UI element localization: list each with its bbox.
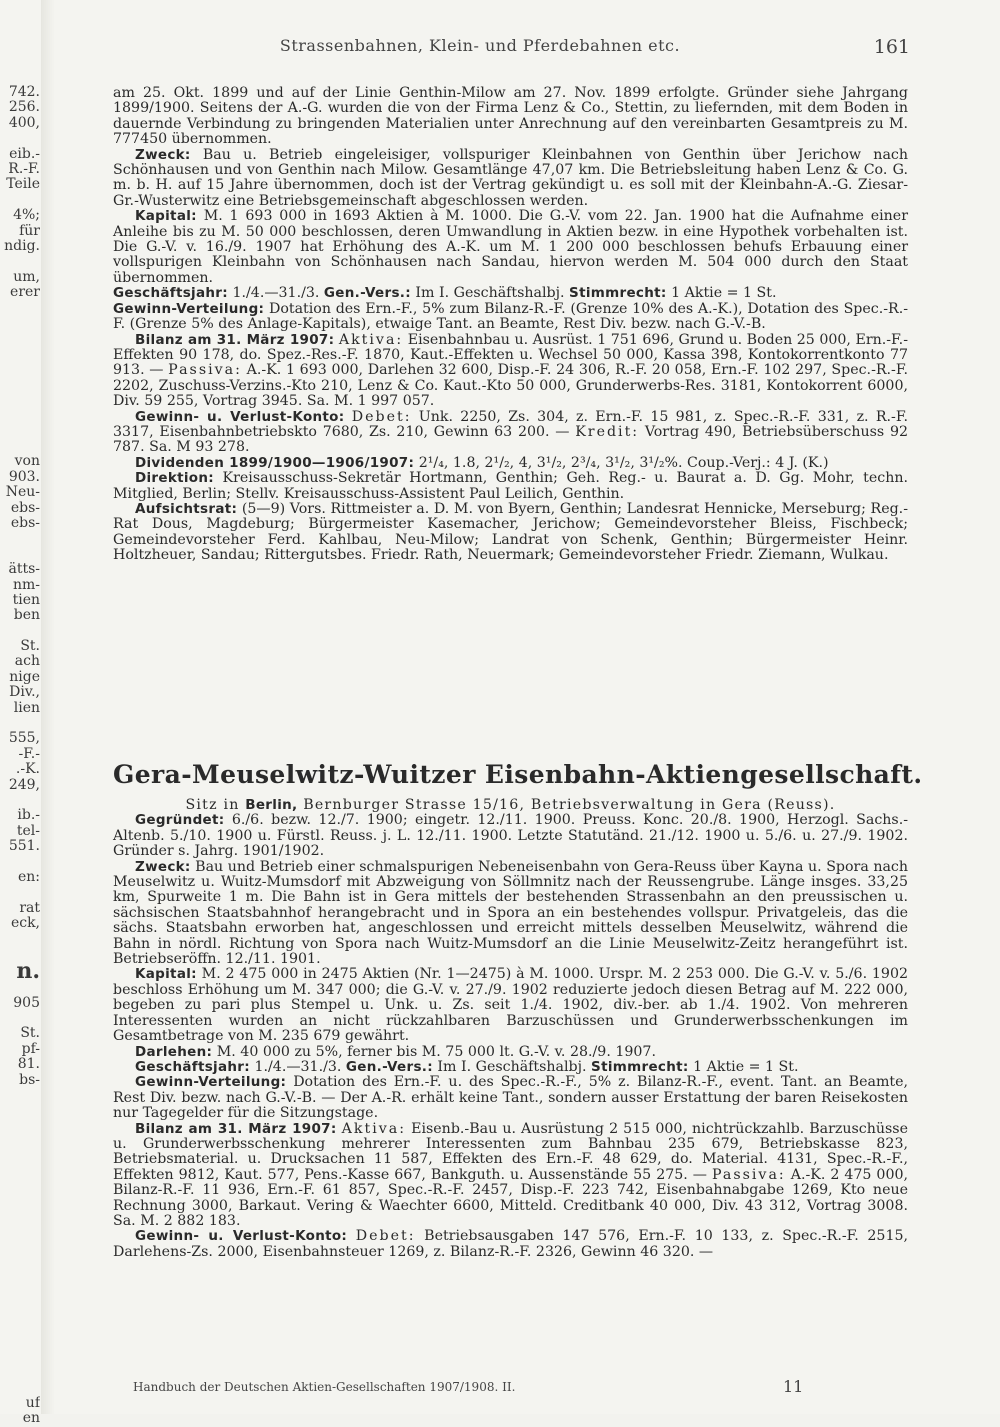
- gewinnverteilung-label: Gewinn-Verteilung:: [113, 300, 265, 317]
- aktiva-word-2: Aktiva:: [341, 1120, 407, 1137]
- dividenden-text: 2¹/₄, 1.8, 2¹/₂, 4, 3¹/₂, 2³/₄, 3¹/₂, 3¹/₂%. Coup.-Verj.: 4 J. (K.): [418, 454, 829, 471]
- geschaeftsjahr-text-2: 1./4.—31./3.: [254, 1058, 342, 1075]
- gutter-line: [0, 624, 40, 639]
- binding-shadow: [41, 0, 55, 1414]
- geschaeftsjahr-paragraph: [113, 286, 908, 301]
- sitz-rest: Bernburger Strasse 15/16, Betriebsverwaltung in Gera (Reuss).: [303, 797, 836, 813]
- gutter-line: um,: [13, 269, 40, 285]
- gutter-line: [0, 1350, 40, 1365]
- gewinnverteilung-paragraph: [113, 302, 908, 333]
- gutter-line: [0, 793, 40, 808]
- gegruendet-label: Gegründet:: [135, 812, 225, 829]
- geschaeftsjahr-text: 1./4.—31./3.: [232, 285, 320, 302]
- gutter-line: ib.-: [17, 808, 40, 824]
- gutter-line: 903.: [8, 469, 40, 485]
- gutter-line: [0, 1303, 40, 1318]
- stimmrecht-text-2: 1 Aktie = 1 St.: [693, 1058, 799, 1075]
- gutter-line: St.: [20, 1026, 40, 1042]
- gutter-line: [0, 1227, 40, 1242]
- gutter-line: en: [22, 1411, 40, 1427]
- gutter-line: [0, 316, 40, 331]
- sitz-word: Sitz in: [185, 797, 240, 813]
- direktion-text: Kreisausschuss-Sekretär Hortmann, Genthin; Geh. Reg.- u. Baurat a. D. Gg. Mohr, techn. Mitglied, Berlin; Stellv. Kreisausschuss-Assistent Paul Leilich, Genthin.: [113, 470, 908, 502]
- gutter-line: [0, 254, 40, 269]
- gutter-line: ebs-: [10, 515, 40, 531]
- kapital-text: M. 1 693 000 in 1693 Aktien à M. 1000. Die G.-V. vom 22. Jan. 1900 hat die Aufnahme einer Anleihe bis zu M. 50 000 beschlossen, deren Umwandlung in Aktien bezw. in eine Hypothek vorbehalten ist. Die G.-V. v. 16./9. 1907 hat Erhöhung des A.-K. um M. 1 200 000 beschlossen behufs Erbauung einer vollspurigen Kleinbahn von Schönhausen nach Sandau, hiervon werden M. 504 000 durch den Staat übernommen.: [113, 208, 908, 286]
- gutter-line: [0, 1134, 40, 1149]
- darlehen-text: M. 40 000 zu 5%, ferner bis M. 75 000 lt. G.-V. v. 28./9. 1907.: [216, 1043, 656, 1060]
- gewinnverteilung-text-2: Dotation des Ern.-F. u. des Spec.-R.-F., 5% z. Bilanz-R.-F., event. Tant. an Beamte, Rest Div. bezw. nach G.-V.-B. — Der A.-R. erhält keine Tant., sondern ausser Erstattung der baren Reisekosten nur Tagegelder für die Sitzungstage.: [113, 1074, 909, 1122]
- running-title: Strassenbahnen, Klein- und Pferdebahnen etc.: [279, 36, 681, 55]
- kapital-paragraph: [113, 209, 908, 286]
- gutter-line: [0, 1288, 40, 1303]
- kredit-word: Kredit:: [575, 423, 640, 440]
- geschaeftsjahr-paragraph-2: [113, 1060, 908, 1075]
- gutter-line: [0, 1119, 40, 1134]
- gutter-line: ben: [13, 608, 40, 624]
- gutter-line: pf-: [21, 1041, 40, 1057]
- sitz-city: Berlin,: [245, 797, 298, 813]
- gutter-line: [0, 1273, 40, 1288]
- gutter-line: 905: [13, 995, 40, 1011]
- gutter-line: erer: [10, 285, 40, 301]
- gutter-line: [0, 377, 40, 392]
- stimmrecht-label-2: Stimmrecht:: [591, 1058, 689, 1075]
- footer-text: Handbuch der Deutschen Aktien-Gesellschaften 1907/1908. II.: [133, 1380, 516, 1394]
- sitz-line: [113, 798, 908, 813]
- gutter-line: [0, 947, 40, 962]
- bilanz-label-2: Bilanz am 31. März 1907:: [135, 1120, 337, 1137]
- gutter-line: für: [19, 223, 40, 239]
- gutter-line: [0, 1319, 40, 1334]
- gutter-line: ebs-: [10, 500, 40, 516]
- zweck-label-2: Zweck:: [135, 858, 191, 875]
- darlehen-paragraph: [113, 1045, 908, 1060]
- zweck-paragraph-2: [113, 860, 908, 968]
- dividenden-paragraph: [113, 456, 908, 471]
- gutter-line: [0, 439, 40, 454]
- debet-word: Debet:: [351, 408, 412, 425]
- gutter-line: [0, 855, 40, 870]
- gutter-line: ach: [14, 654, 40, 670]
- gutter-line: 400,: [8, 115, 40, 131]
- gutter-line: [0, 531, 40, 546]
- gutter-line: bs-: [19, 1072, 40, 1088]
- gutter-line: Teile: [6, 177, 40, 193]
- gutter-line: .-K.: [15, 762, 40, 778]
- section-gera-meuselwitz: [113, 798, 908, 1260]
- gutter-line: [0, 1088, 40, 1103]
- gewinnverteilung-text: Dotation des Ern.-F., 5% zum Bilanz-R.-F. (Grenze 10% des A.-K.), Dotation des Spec.-R.-F. (Grenze 5% des Anlage-Kapitals), etwaige Tant. an Beamte, Rest Div. bezw. nach G.-V.-B.: [113, 300, 908, 333]
- bilanz-passiva-2: A.-K. 2 475 000, Bilanz-R.-F. 11 936, Ern.-F. 61 857, Spec.-R.-F. 2457, Disp.-F. 223 742, Eisenbahnabgabe 1269, Kto neue Rechnung 3000, Barkaut. Vering & Waechter 6600, Mitteld. Creditbank 40 000, Div. 43 312, Vortrag 3008. Sa. M. 2 882 183.: [113, 1166, 909, 1229]
- gutter-line: [0, 1150, 40, 1165]
- company-title: Gera-Meuselwitz-Wuitzer Eisenbahn-Aktiengesellschaft.: [113, 760, 923, 789]
- gutter-line: nm-: [12, 577, 40, 593]
- genvers-text: Im I. Geschäftshalbj.: [415, 285, 565, 302]
- guv-debet-2: Betriebsausgaben 147 576, Ern.-F. 10 133, z. Spec.-R.-F. 2515, Darlehens-Zs. 2000, Eisenbahnsteuer 1269, z. Bilanz-R.-F. 2326, Gewinn 46 320. —: [113, 1228, 909, 1260]
- gutter-line: uf: [25, 1395, 40, 1411]
- bilanz-paragraph: [113, 333, 908, 410]
- passiva-word-2: Passiva:: [711, 1166, 786, 1183]
- signature-mark: 11: [783, 1377, 804, 1396]
- gutter-line: [0, 193, 40, 208]
- gutter-line: [0, 1165, 40, 1180]
- gutter-line: rat: [19, 900, 40, 916]
- gutter-line: [0, 1211, 40, 1226]
- gutter-line: [0, 1011, 40, 1026]
- aufsichtsrat-label: Aufsichtsrat:: [135, 500, 238, 517]
- aufsichtsrat-paragraph: [113, 502, 908, 564]
- gutter-line: [0, 716, 40, 731]
- bilanz-aktiva: Eisenbahnbau u. Ausrüst. 1 751 696, Grund u. Boden 25 000, Ern.-F.-Effekten 90 178, do. Spez.-Res.-F. 1870, Kaut.-Effekten u. Wechsel 50 000, Kassa 398, Kontokorrentkonto 77 913. —: [113, 331, 908, 379]
- bilanz-passiva: A.-K. 1 693 000, Darlehen 32 600, Disp.-F. 24 306, R.-F. 20 058, Ern.-F. 102 297, Spec.-R.-F. 2202, Zuschuss-Verzins.-Kto 210, Lenz & Co. Kaut.-Kto 50 000, Grunderwerbs-Res. 3181, Kontokorrent 6000, Div. 59 255, Vortrag 3945. Sa. M. 1 997 057.: [113, 362, 908, 410]
- gutter-line: nige: [9, 669, 40, 685]
- geschaeftsjahr-label: Geschäftsjahr:: [113, 285, 228, 302]
- gutter-line: 742.: [8, 85, 40, 100]
- guv-label-2: Gewinn- u. Verlust-Konto:: [135, 1228, 348, 1245]
- gutter-line: St.: [20, 639, 40, 655]
- gutter-line: [0, 408, 40, 423]
- gutter-line: [0, 1380, 40, 1395]
- gutter-line: [0, 331, 40, 346]
- gutter-line: [0, 980, 40, 995]
- gutter-line: [0, 424, 40, 439]
- gutter-line: [0, 1196, 40, 1211]
- genvers-text-2: Im I. Geschäftshalbj.: [437, 1058, 587, 1075]
- page-footer: [133, 1377, 833, 1396]
- kapital-text-2: M. 2 475 000 in 2475 Aktien (Nr. 1—2475) à M. 1000. Urspr. M. 2 253 000. Die G.-V. v. 5./6. 1902 beschloss Erhöhung um M. 347 000; die G.-V. v. 27./9. 1902 reduzierte jedoch diesen Betrag auf M. 222 000, begeben zu pari plus Stempel u. Unk. u. Zs. seit 1./4. 1902, div.-ber. ab 1./4. 1902. Von mehreren Interessenten wurden an nicht rückzahlbaren Barzuschüssen und Grunderwerbsschenkungen im Gesamtbetrage von M. 235 679 gewährt.: [113, 966, 908, 1045]
- darlehen-label: Darlehen:: [135, 1043, 213, 1060]
- gutter-line: Neu-: [5, 485, 40, 501]
- gutter-line: eck,: [10, 916, 40, 932]
- genvers-label: Gen.-Vers.:: [323, 285, 411, 302]
- gutter-line: [0, 1242, 40, 1257]
- gutter-line: [0, 347, 40, 362]
- gutter-line: [0, 1334, 40, 1349]
- guv-paragraph-2: [113, 1229, 908, 1260]
- passiva-word: Passiva:: [168, 362, 242, 379]
- bilanz-aktiva-2: Eisenb.-Bau u. Ausrüstung 2 515 000, nichtrückzahlb. Barzuschüsse u. Grunderwerbsschenkung mehrerer Interessenten zum Bahnbau 235 679, Betriebskasse 823, Betriebsmaterial. u. Drucksachen 11 587, Effekten des Ern.-F. 48 629, do. Material. 4131, Spec.-R.-F., Effekten 9812, Kaut. 577, Pens.-Kasse 667, Bankguth. u. Aussenstände 55 275. —: [113, 1120, 908, 1183]
- adjacent-page-gutter: [0, 85, 40, 1427]
- gutter-line: [0, 885, 40, 900]
- guv-kredit: Vortrag 490, Betriebsüberschuss 92 787. Sa. M 93 278.: [113, 423, 908, 456]
- guv-paragraph: [113, 410, 908, 456]
- gutter-line: 551.: [8, 839, 40, 855]
- gutter-line: [0, 931, 40, 946]
- gutter-line: 256.: [8, 100, 40, 116]
- gutter-line: -F.-: [18, 746, 40, 762]
- intro-paragraph: am 25. Okt. 1899 und auf der Linie Genthin-Milow am 27. Nov. 1899 erfolgte. Gründer siehe Jahrgang 1899/1900. Seitens der A.-G. wurden die von der Firma Lenz & Co., Stettin, zu liefernden, mit dem Boden in dauernde Verbindung zu bringenden Materialien unter Anrechnung auf den vereinbarten Gesamtpreis zu M. 777450 übernommen.: [113, 85, 908, 148]
- kapital-label: Kapital:: [135, 208, 197, 225]
- kapital-paragraph-2: [113, 967, 908, 1044]
- gutter-line: en:: [17, 869, 40, 885]
- gutter-line: 249,: [8, 777, 40, 793]
- gutter-line: [0, 393, 40, 408]
- bilanz-label: Bilanz am 31. März 1907:: [135, 331, 335, 348]
- zweck-text: Bau u. Betrieb eingeleisiger, vollspuriger Kleinbahnen von Genthin über Jerichow nach Schönhausen und von Genthin nach Milow. Gesamtlänge 47,07 km. Die Betriebsleitung haben Lenz & Co. G. m. b. H. auf 15 Jahre übernommen, doch ist der Vertrag gekündigt u. es soll mit der Kleinbahn-A.-G. Ziesar-Gr.-Wusterwitz eine Betriebsgemeinschaft abgeschlossen werden.: [113, 146, 908, 209]
- gutter-line: [0, 1103, 40, 1118]
- gutter-line: ndig.: [4, 238, 40, 254]
- gegruendet-text: 6./6. bezw. 12./7. 1900; eingetr. 12./11. 1900. Preuss. Konc. 20./8. 1900, Herzogl. Sachs.-Altenb. 5./10. 1900 u. Fürstl. Reuss. j. L. 12./11. 1900. Letzte Statutänd. 21./12. 1900 u. 5./6. u. 27./9. 1902. Gründer s. Jahrg. 1901/1902.: [113, 812, 909, 860]
- guv-debet: Unk. 2250, Zs. 304, z. Ern.-F. 15 981, z. Spec.-R.-F. 331, z. R.-F. 3317, Eisenbahnbetriebskto 7680, Zs. 210, Gewinn 63 200. —: [113, 408, 908, 440]
- gutter-line: [0, 300, 40, 315]
- gutter-line: n.: [16, 962, 40, 981]
- aufsichtsrat-text: (5—9) Vors. Rittmeister a. D. M. von Byern, Genthin; Landesrat Hennicke, Merseburg; Reg.-Rat Dous, Magdeburg; Bürgermeister Kasemacher, Jerichow; Gemeindevorsteher Bleiss, Fischbeck; Gemeindevorsteher Ferd. Kahlbau, Neu-Milow; Landrat von Schenk, Genthin; Bürgermeister Heinr. Holtzheuer, Sandau; Rittergutsbes. Friedr. Rath, Neuermark; Gemeindevorsteher Friedr. Ziemann, Wulkau.: [113, 500, 908, 564]
- gutter-line: [0, 1365, 40, 1380]
- direktion-paragraph: [113, 471, 908, 502]
- kapital-label-2: Kapital:: [135, 966, 197, 983]
- gutter-line: [0, 131, 40, 146]
- gutter-line: von: [14, 454, 40, 470]
- gutter-line: [0, 1180, 40, 1195]
- gegruendet-paragraph: [113, 813, 908, 859]
- zweck-label: Zweck:: [135, 146, 191, 163]
- stimmrecht-label: Stimmrecht:: [569, 285, 667, 302]
- gutter-line: eib.-: [9, 146, 40, 162]
- gutter-line: 555,: [8, 731, 40, 747]
- gutter-line: lien: [13, 700, 40, 716]
- gutter-line: R.-F.: [8, 161, 40, 177]
- gutter-line: 81.: [17, 1057, 40, 1073]
- bilanz-paragraph-2: [113, 1122, 908, 1230]
- genvers-label-2: Gen.-Vers.:: [345, 1058, 433, 1075]
- gewinnverteilung-paragraph-2: [113, 1075, 908, 1121]
- direktion-label: Direktion:: [135, 470, 214, 487]
- section-previous-company: [113, 86, 908, 564]
- gutter-line: [0, 547, 40, 562]
- stimmrecht-text: 1 Aktie = 1 St.: [671, 285, 777, 302]
- gutter-line: tel-: [16, 823, 40, 839]
- aktiva-word: Aktiva:: [338, 331, 404, 348]
- gutter-line: [0, 362, 40, 377]
- gutter-line: ätts-: [8, 562, 40, 578]
- zweck-text-2: Bau und Betrieb einer schmalspurigen Nebeneisenbahn von Gera-Reuss über Kayna u. Spora nach Meuselwitz u. Wuitz-Mumsdorf mit Abzweigung von Söllmnitz nach der Reussengrube. Länge insges. 33,25 km, Spurweite 1 m. Die Bahn ist in Gera mittels der bestehenden Strassenbahn an den preussischen u. sächsischen Staatsbahnhof herangebracht und in Spora an ein bestehendes vollspur. Privatgeleis, das die sächs. Staatsbahn erworben hat, angeschlossen und erreicht mittels desselben Meuselwitz, während die Bahn in nördl. Richtung von Spora nach Wuitz-Mumsdorf an die Linie Meuselwitz-Zeitz herangeführt ist. Betriebseröffn. 12./11. 1901.: [113, 858, 909, 968]
- gewinnverteilung-label-2: Gewinn-Verteilung:: [135, 1074, 287, 1091]
- dividenden-label: Dividenden 1899/1900—1906/1907:: [135, 454, 415, 471]
- gutter-line: tien: [12, 592, 40, 608]
- gutter-line: [0, 1257, 40, 1272]
- page-number: 161: [873, 36, 910, 58]
- gutter-line: Div.,: [9, 685, 40, 701]
- guv-label: Gewinn- u. Verlust-Konto:: [135, 408, 345, 425]
- gutter-line: 4%;: [13, 208, 40, 224]
- debet-word-2: Debet:: [355, 1228, 416, 1245]
- geschaeftsjahr-label-2: Geschäftsjahr:: [135, 1058, 250, 1075]
- zweck-paragraph: [113, 148, 908, 210]
